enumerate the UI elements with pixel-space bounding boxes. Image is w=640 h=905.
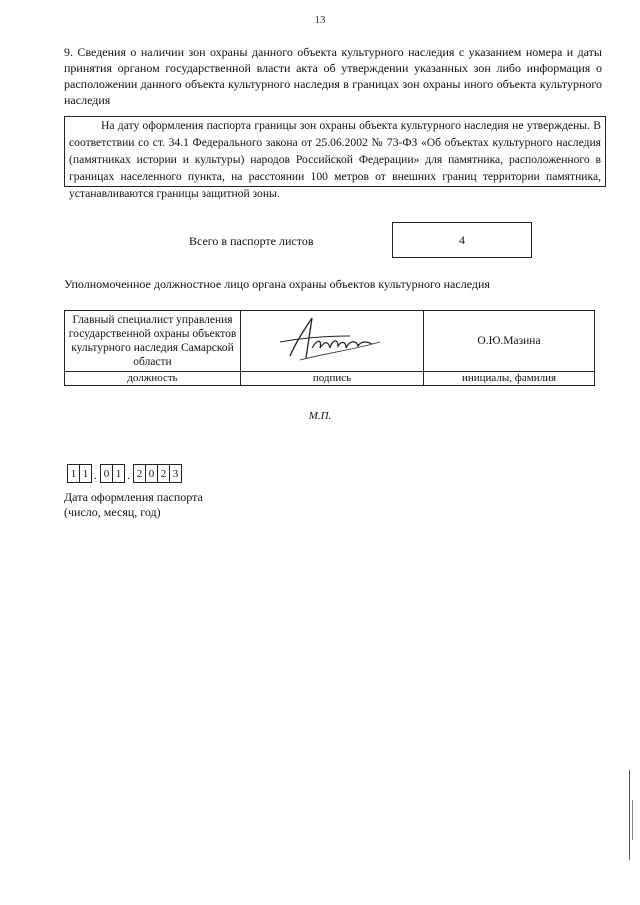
date-digit-box: 2 bbox=[133, 464, 146, 483]
date-day-group bbox=[67, 464, 91, 483]
date-separator: . bbox=[127, 470, 130, 482]
date-digit-box: 1 bbox=[67, 464, 80, 483]
date-digit-box: 1 bbox=[79, 464, 92, 483]
authorized-official-heading: Уполномоченное должностное лицо органа охраны объектов культурного наследия bbox=[64, 277, 490, 291]
section-9-heading: 9. Сведения о наличии зон охраны данного объекта культурного наследия с указанием номера и даты принятия органом государственной власти акта об утверждении указанных зон либо информация о расположении данного объекта культурного наследия в границах зон охраны иного объекта культурного наследия bbox=[64, 45, 602, 107]
date-digit-box: 2 bbox=[157, 464, 170, 483]
official-name: О.Ю.Мазина bbox=[477, 335, 541, 347]
date-digit-box: 0 bbox=[145, 464, 158, 483]
date-digit-box: 1 bbox=[112, 464, 125, 483]
official-position: Главный специалист управления государственной охраны объектов культурного наследия Самарской области bbox=[68, 314, 237, 368]
date-separator: . bbox=[94, 470, 97, 482]
signature-table-caption-row bbox=[65, 372, 595, 386]
name-cell bbox=[424, 311, 595, 372]
scan-edge-line bbox=[632, 800, 633, 840]
total-sheets-label: Всего в паспорте листов bbox=[189, 234, 314, 248]
position-caption: должность bbox=[65, 372, 241, 386]
seal-mark: М.П. bbox=[308, 410, 332, 422]
date-digit-box: 3 bbox=[169, 464, 182, 483]
issue-date-caption-line2: (число, месяц, год) bbox=[64, 505, 161, 519]
signature-table bbox=[64, 310, 595, 386]
date-digit-box: 0 bbox=[100, 464, 113, 483]
total-sheets-value: 4 bbox=[459, 232, 465, 247]
protection-zones-info-box bbox=[64, 116, 606, 200]
issue-date-boxes bbox=[67, 464, 181, 483]
signature-table-main-row bbox=[65, 311, 595, 372]
date-month-group bbox=[100, 464, 124, 483]
scan-edge-line bbox=[629, 770, 630, 860]
protection-zones-text: На дату оформления паспорта границы зон охраны объекта культурного наследия не утверждены. В соответствии со ст. 34.1 Федерального закона от 25.06.2002 № 73-ФЗ «Об объектах культурного наследия (памятниках истории и культуры) народов Российской Федерации» для памятника, расположенного в границах населенного пункта, на расстоянии 100 метров от внешних границ территории памятника, устанавливаются границы защитной зоны. bbox=[69, 119, 601, 200]
name-caption: инициалы, фамилия bbox=[424, 372, 595, 386]
total-sheets-box bbox=[392, 222, 532, 258]
date-year-group bbox=[133, 464, 181, 483]
position-cell bbox=[65, 311, 241, 372]
signature-caption: подпись bbox=[241, 372, 424, 386]
page-number: 13 bbox=[314, 14, 326, 26]
signature-cell bbox=[241, 311, 424, 372]
handwritten-signature bbox=[272, 312, 392, 368]
issue-date-caption-line1: Дата оформления паспорта bbox=[64, 490, 203, 504]
issue-date-caption bbox=[64, 490, 203, 520]
